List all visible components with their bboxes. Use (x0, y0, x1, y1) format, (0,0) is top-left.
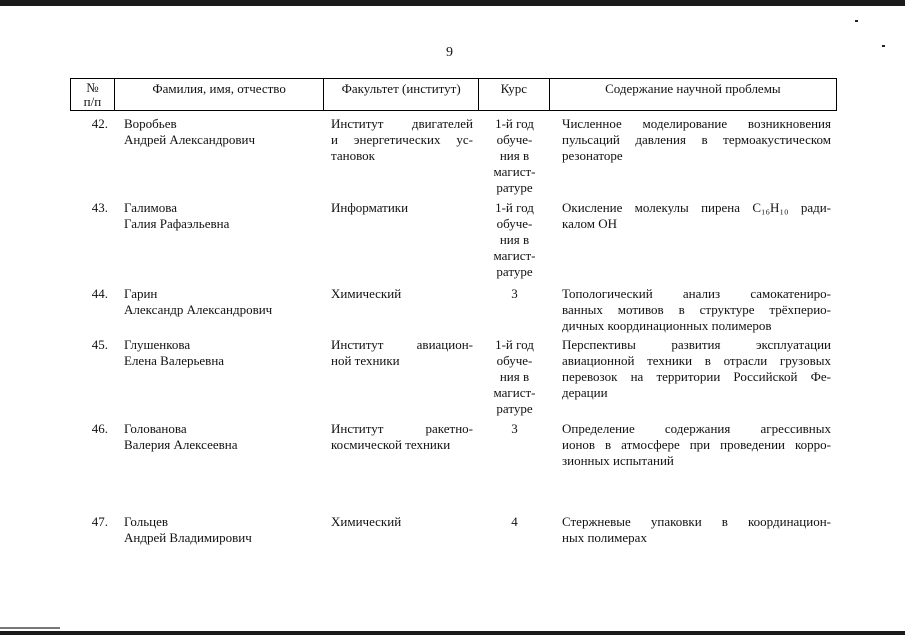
course-line: ратуре (496, 180, 533, 195)
student-name (114, 116, 324, 196)
student-name-line: Андрей Владимирович (124, 530, 252, 545)
table-row (70, 421, 837, 469)
student-name (114, 421, 324, 469)
course-line: ратуре (496, 264, 533, 279)
course-line: обуче- (496, 216, 533, 231)
research-problem (550, 337, 837, 417)
faculty-line: Институт ракетно- (331, 421, 473, 436)
research-problem-line: перевозок на территории Российской Фе- (562, 369, 831, 384)
row-number: 42. (91, 116, 108, 131)
course-line: магист- (493, 164, 536, 179)
faculty (324, 337, 479, 417)
scan-speck (855, 20, 858, 22)
course-line: 4 (511, 514, 518, 529)
research-problem-line: ных полимерах (562, 530, 647, 545)
row-number: 43. (91, 200, 108, 215)
table-row (70, 514, 837, 546)
row-number: 46. (91, 421, 108, 436)
course-line: магист- (493, 385, 536, 400)
course-line: обуче- (496, 132, 533, 147)
student-name-line: Гольцев (124, 514, 168, 529)
research-problem (550, 421, 837, 469)
faculty-line: Химический (331, 286, 402, 301)
row-number: 45. (91, 337, 108, 352)
research-problem (550, 200, 837, 280)
faculty (324, 116, 479, 196)
faculty (324, 421, 479, 469)
course-line: 1-й год (495, 116, 534, 131)
student-name-line: Елена Валерьевна (124, 353, 225, 368)
header-course: Курс (479, 79, 550, 110)
header-faculty: Факультет (институт) (324, 79, 479, 110)
header-num: № п/п (71, 79, 115, 110)
research-problem-line: пульсаций давления в термоакустическом (562, 132, 831, 147)
research-problem-line: зионных испытаний (562, 453, 674, 468)
table-row (70, 116, 837, 196)
research-problem (550, 514, 837, 546)
faculty-line: ной техники (331, 353, 400, 368)
faculty-line: Химический (331, 514, 402, 529)
research-problem-line: Численное моделирование возникновения (562, 116, 831, 131)
student-name-line: Валерия Алексеевна (124, 437, 238, 452)
research-problem-line: авиационной техники в отрасли грузовых (562, 353, 831, 368)
research-problem (550, 286, 837, 334)
research-problem-line: дичных координационных полимеров (562, 318, 772, 333)
course-line: ния в (499, 369, 530, 384)
course-line: 1-й год (495, 337, 534, 352)
faculty-line: и энергетических ус- (331, 132, 473, 147)
course-line: 3 (511, 286, 518, 301)
research-problem-line: резонаторе (562, 148, 623, 163)
course-line: ратуре (496, 401, 533, 416)
table-body (70, 0, 837, 640)
course (479, 514, 550, 546)
faculty-line: Институт двигателей (331, 116, 473, 131)
header-name: Фамилия, имя, отчество (115, 79, 324, 110)
course (479, 421, 550, 469)
faculty-line: Институт авиацион- (331, 337, 473, 352)
scan-edge-mark (0, 627, 60, 629)
student-name (114, 200, 324, 280)
research-problem-line: ионов в атмосфере при проведении корро- (562, 437, 831, 452)
research-problem-line: Топологический анализ самокатенирo- (562, 286, 831, 301)
course-line: магист- (493, 248, 536, 263)
research-problem-line: Перспективы развития эксплуатации (562, 337, 831, 352)
student-name-line: Галимова (124, 200, 177, 215)
student-name-line: Гарин (124, 286, 158, 301)
student-name-line: Галия Рафаэльевна (124, 216, 230, 231)
course-line: ния в (499, 148, 530, 163)
course (479, 337, 550, 417)
header-problem: Содержание научной проблемы (605, 81, 781, 96)
faculty (324, 200, 479, 280)
course (479, 116, 550, 196)
course-line: 1-й год (495, 200, 534, 215)
course-line: 3 (511, 421, 518, 436)
research-problem-line: Окисление молекулы пирена C₁₆H₁₀ ради- (562, 200, 831, 215)
table-row (70, 286, 837, 334)
page-number: 9 (446, 45, 453, 60)
course-line: ния в (499, 232, 530, 247)
research-problem-line: дерации (562, 385, 608, 400)
student-name-line: Андрей Александрович (124, 132, 255, 147)
course (479, 200, 550, 280)
research-problem-line: Определение содержания агрессивных (562, 421, 831, 436)
student-name-line: Воробьев (124, 116, 177, 131)
faculty-line: Информатики (331, 200, 409, 215)
research-problem-line: Стержневые упаковки в координацион- (562, 514, 831, 529)
row-number: 47. (91, 514, 108, 529)
course (479, 286, 550, 334)
student-name-line: Голованова (124, 421, 187, 436)
student-name (114, 337, 324, 417)
faculty (324, 286, 479, 334)
table-row (70, 200, 837, 280)
table-row (70, 337, 837, 417)
faculty (324, 514, 479, 546)
course-line: обуче- (496, 353, 533, 368)
research-problem-line: ванных мотивов в структуре трёхперио- (562, 302, 831, 317)
student-name (114, 514, 324, 546)
scan-speck (882, 45, 885, 47)
student-name-line: Глушенкова (124, 337, 191, 352)
faculty-line: космической техники (331, 437, 451, 452)
student-name (114, 286, 324, 334)
research-problem-line: калом OH (562, 216, 617, 231)
row-number: 44. (91, 286, 108, 301)
student-name-line: Александр Александрович (124, 302, 273, 317)
faculty-line: тановок (331, 148, 375, 163)
research-problem (550, 116, 837, 196)
